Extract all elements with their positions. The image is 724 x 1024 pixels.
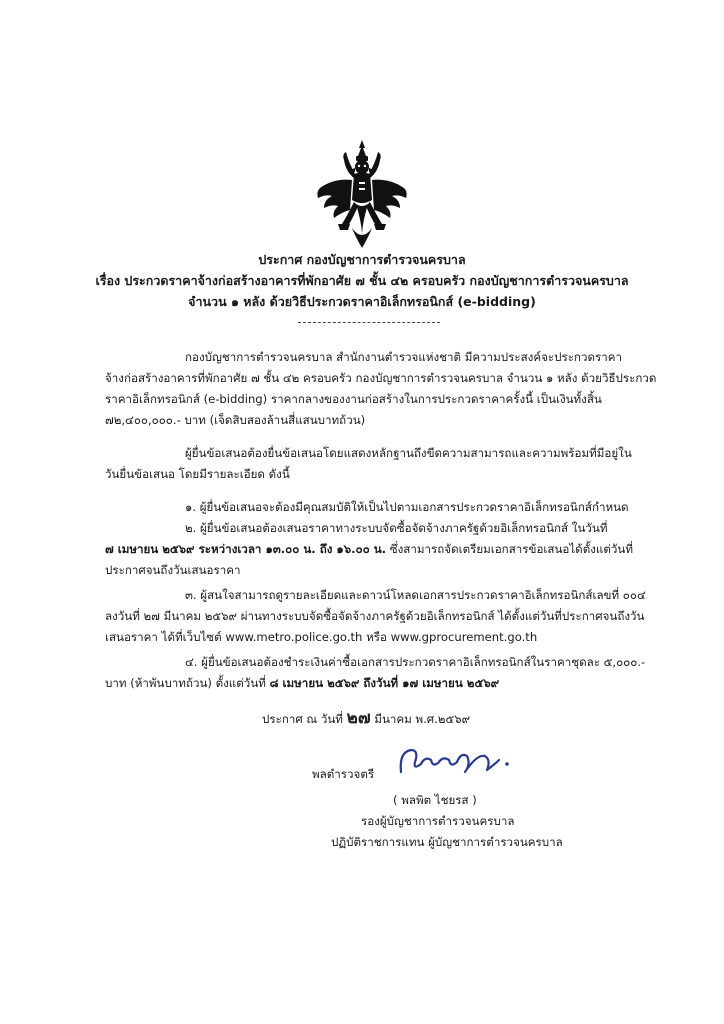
item-3-line-1: ๓. ผู้สนใจสามารถดูรายละเอียดและดาวน์โหลดเอกสารประกวดราคาอิเล็กทรอนิกส์เลขที่ ๐๐๔ [185,588,646,602]
announce-date-prefix: ประกาศ ณ วันที่ [262,712,343,726]
item-3-line-2: ลงวันที่ ๒๗ มีนาคม ๒๕๖๙ ผ่านทางระบบจัดซื้อจัดจ้างภาครัฐด้วยอิเล็กทรอนิกส์ ได้ตั้งแต่วันที่ประกาศจนถึงวัน [105,609,645,623]
heading-divider [298,322,440,323]
announce-date [262,708,470,730]
item-2-line-3: ประกาศจนถึงวันเสนอราคา [105,563,241,577]
item-4-line-1: ๔. ผู้ยื่นข้อเสนอต้องชำระเงินค่าซื้อเอกสารประกวดราคาอิเล็กทรอนิกส์ในราคาชุดละ ๕,๐๐๐.- [185,655,646,669]
item-4-line-2-pre: บาท (ห้าพันบาทถ้วน) ตั้งแต่วันที่ [105,676,270,690]
qualification-line-1: ผู้ยื่นข้อเสนอต้องยื่นข้อเสนอโดยแสดงหลักฐานถึงขีดความสามารถและความพร้อมที่มีอยู่ใน [185,446,632,460]
item-2-line-2-rest: ซึ่งสามารถจัดเตรียมเอกสารข้อเสนอได้ตั้งแต่วันที่ [386,542,633,556]
intro-line-3: ราคาอิเล็กทรอนิกส์ (e-bidding) ราคากลางของงานก่อสร้างในการประกวดราคาครั้งนี้ เป็นเงินทั้งสิ้น [105,392,602,406]
bidding-date-time: ๗ เมษายน ๒๕๖๙ ระหว่างเวลา ๑๓.๐๐ น. ถึง ๑๖.๐๐ น. [105,542,387,556]
handwritten-signature [395,742,525,782]
announce-date-day: ๒๗ [346,708,371,728]
announcement-title: ประกาศ กองบัญชาการตำรวจนครบาล [258,252,466,267]
announce-date-suffix: มีนาคม พ.ศ.๒๕๖๙ [374,712,471,726]
item-4-line-2 [105,673,499,694]
intro-line-2: จ้างก่อสร้างอาคารที่พักอาศัย ๗ ชั้น ๔๒ ครอบครัว กองบัญชาการตำรวจนครบาล จำนวน ๑ หลัง ด้วยวิธีประกวด [105,371,657,385]
item-2-line-1: ๒. ผู้ยื่นข้อเสนอต้องเสนอราคาทางระบบจัดซื้อจัดจ้างภาครัฐด้วยอิเล็กทรอนิกส์ ในวันที่ [185,521,608,535]
intro-line-1: กองบัญชาการตำรวจนครบาล สำนักงานตำรวจแห่งชาติ มีความประสงค์จะประกวดราคา [185,350,622,364]
announcement-subject-line-1: เรื่อง ประกวดราคาจ้างก่อสร้างอาคารที่พักอาศัย ๗ ชั้น ๔๒ ครอบครัว กองบัญชาการตำรวจนครบาล [95,273,629,288]
announcement-subject-line-2: จำนวน ๑ หลัง ด้วยวิธีประกวดราคาอิเล็กทรอนิกส์ (e-bidding) [188,294,536,309]
signatory-position-1: รองผู้บัญชาการตำรวจนครบาล [361,814,515,828]
qualification-line-2: วันยื่นข้อเสนอ โดยมีรายละเอียด ดังนี้ [105,467,290,481]
document-sale-period: ๘ เมษายน ๒๕๖๙ ถึงวันที่ ๑๗ เมษายน ๒๕๖๙ [269,676,500,690]
signatory-name: ( พลพิต ไชยรส ) [393,793,477,807]
item-2-line-2 [105,539,633,560]
intro-line-4: ๗๒,๔๐๐,๐๐๐.- บาท (เจ็ดสิบสองล้านสี่แสนบาทถ้วน) [105,413,366,427]
item-1: ๑. ผู้ยื่นข้อเสนอจะต้องมีคุณสมบัติให้เป็นไปตามเอกสารประกวดราคาอิเล็กทรอนิกส์กำหนด [185,500,629,514]
signatory-rank: พลตำรวจตรี [312,767,375,781]
item-3-line-3: เสนอราคา ได้ที่เว็บไซต์ www.metro.police.go.th หรือ www.gprocurement.go.th [105,630,538,644]
signatory-position-2: ปฏิบัติราชการแทน ผู้บัญชาการตำรวจนครบาล [331,835,563,849]
garuda-emblem-icon [312,138,412,250]
